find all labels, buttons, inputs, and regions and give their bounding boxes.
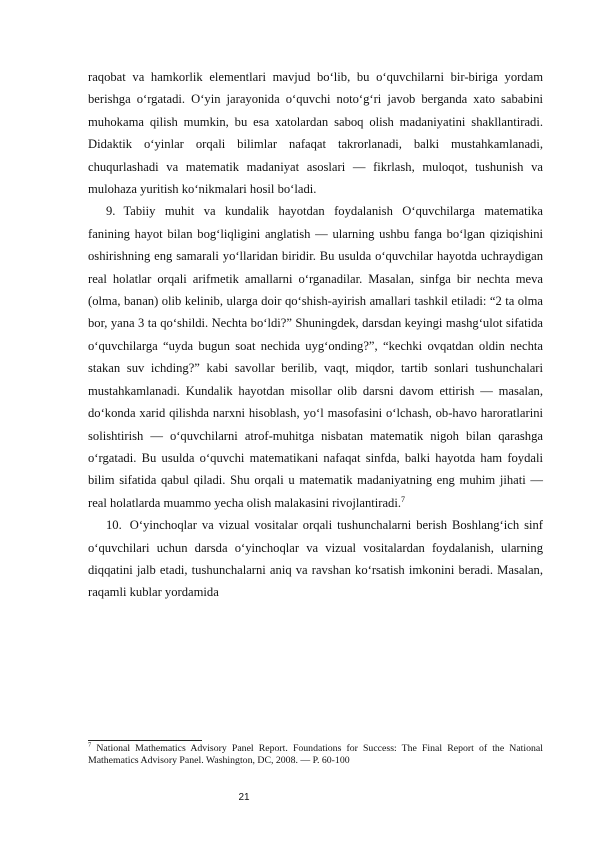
paragraph-item-10 [88,514,543,604]
paragraph-continued [88,66,543,200]
paragraph-text: O‘yinchoqlar va vizual vositalar orqali tushunchalarni berish Boshlang‘ich sinf o‘quvchilari uchun darsda o‘yinchoqlar va vizual vositalardan foydalanish, ularning diqqatini jalb etadi, tushunchalarni aniq va ravshan ko‘rsatish imkonini beradi. Masalan, raqamli kublar yordamida [88,518,543,600]
paragraph-item-9 [88,200,543,514]
footnote-text: National Mathematics Advisory Panel Report. Foundations for Success: The Final Report of the National Mathematics Advisory Panel. Washington, DC, 2008. — P. 60-100 [88,743,543,766]
paragraph-text: Tabiiy muhit va kundalik hayotdan foydalanish O‘quvchilarga matematika fanining hayot bilan bog‘liqligini anglatish — ularning ushbu fanga bo‘lgan qiziqishini oshirishning eng samarali yo‘llaridan biridir. Bu usulda o‘quvchilar hayotda uchraydigan real holatlar orqali arifmetik amallarni o‘rganadilar. Masalan, sinfga bir nechta meva (olma, banan) olib kelinib, ularga doir qo‘shish-ayirish amallari tashkil etiladi: “2 ta olma bor, yana 3 ta qo‘shildi. Nechta bo‘ldi?” Shuningdek, darsdan keyingi mashg‘ulot sifatida o‘quvchilarga “uyda bugun soat nechida uyg‘onding?”, “kechki ovqatdan oldin nechta stakan suv ichding?” kabi savollar berilib, vaqt, miqdor, tartib sonlari tushunchalari mustahkamlanadi. Kundalik hayotdan misollar olib darsni davom ettirish — masalan, do‘konda xarid qilishda narxni hisoblash, yo‘l masofasini o‘lchash, ob-havo haroratlarini solishtirish — o‘quvchilarni atrof-muhitga nisbatan matematik nigoh bilan qarashga o‘rgatadi. Bu usulda o‘quvchi matematikani nafaqat sinfda, balki hayotda ham foydali bilim sifatida qabul qiladi. Shu orqali u matematik madaniyatning eng muhim jihati — real holatlarda muammo yecha olish malakasini rivojlantiradi. [88,204,543,510]
main-text [88,66,543,604]
paragraph-number: 9. [106,204,116,219]
page-number: 21 [238,792,250,803]
footnote [88,743,543,767]
paragraph-number: 10. [106,518,122,533]
footnote-marker: 7 [88,741,92,749]
paragraph-text: raqobat va hamkorlik elementlari mavjud bo‘lib, bu o‘quvchilarni bir-biriga yordam berishga o‘rgatadi. O‘yin jarayonida o‘quvchi noto‘g‘ri javob berganda xato sababini muhokama qilish mumkin, bu esa xatolardan saboq olish madaniyatini shakllantiradi. Didaktik o‘yinlar orqali bilimlar nafaqat takrorlanadi, balki mustahkamlanadi, chuqurlashadi va matematik madaniyat asoslari — fikrlash, muloqot, tushunish va mulohaza yuritish ko‘nikmalari hosil bo‘ladi. [88,70,543,197]
footnote-separator [88,740,202,741]
footnote-reference[interactable]: 7 [401,494,405,504]
